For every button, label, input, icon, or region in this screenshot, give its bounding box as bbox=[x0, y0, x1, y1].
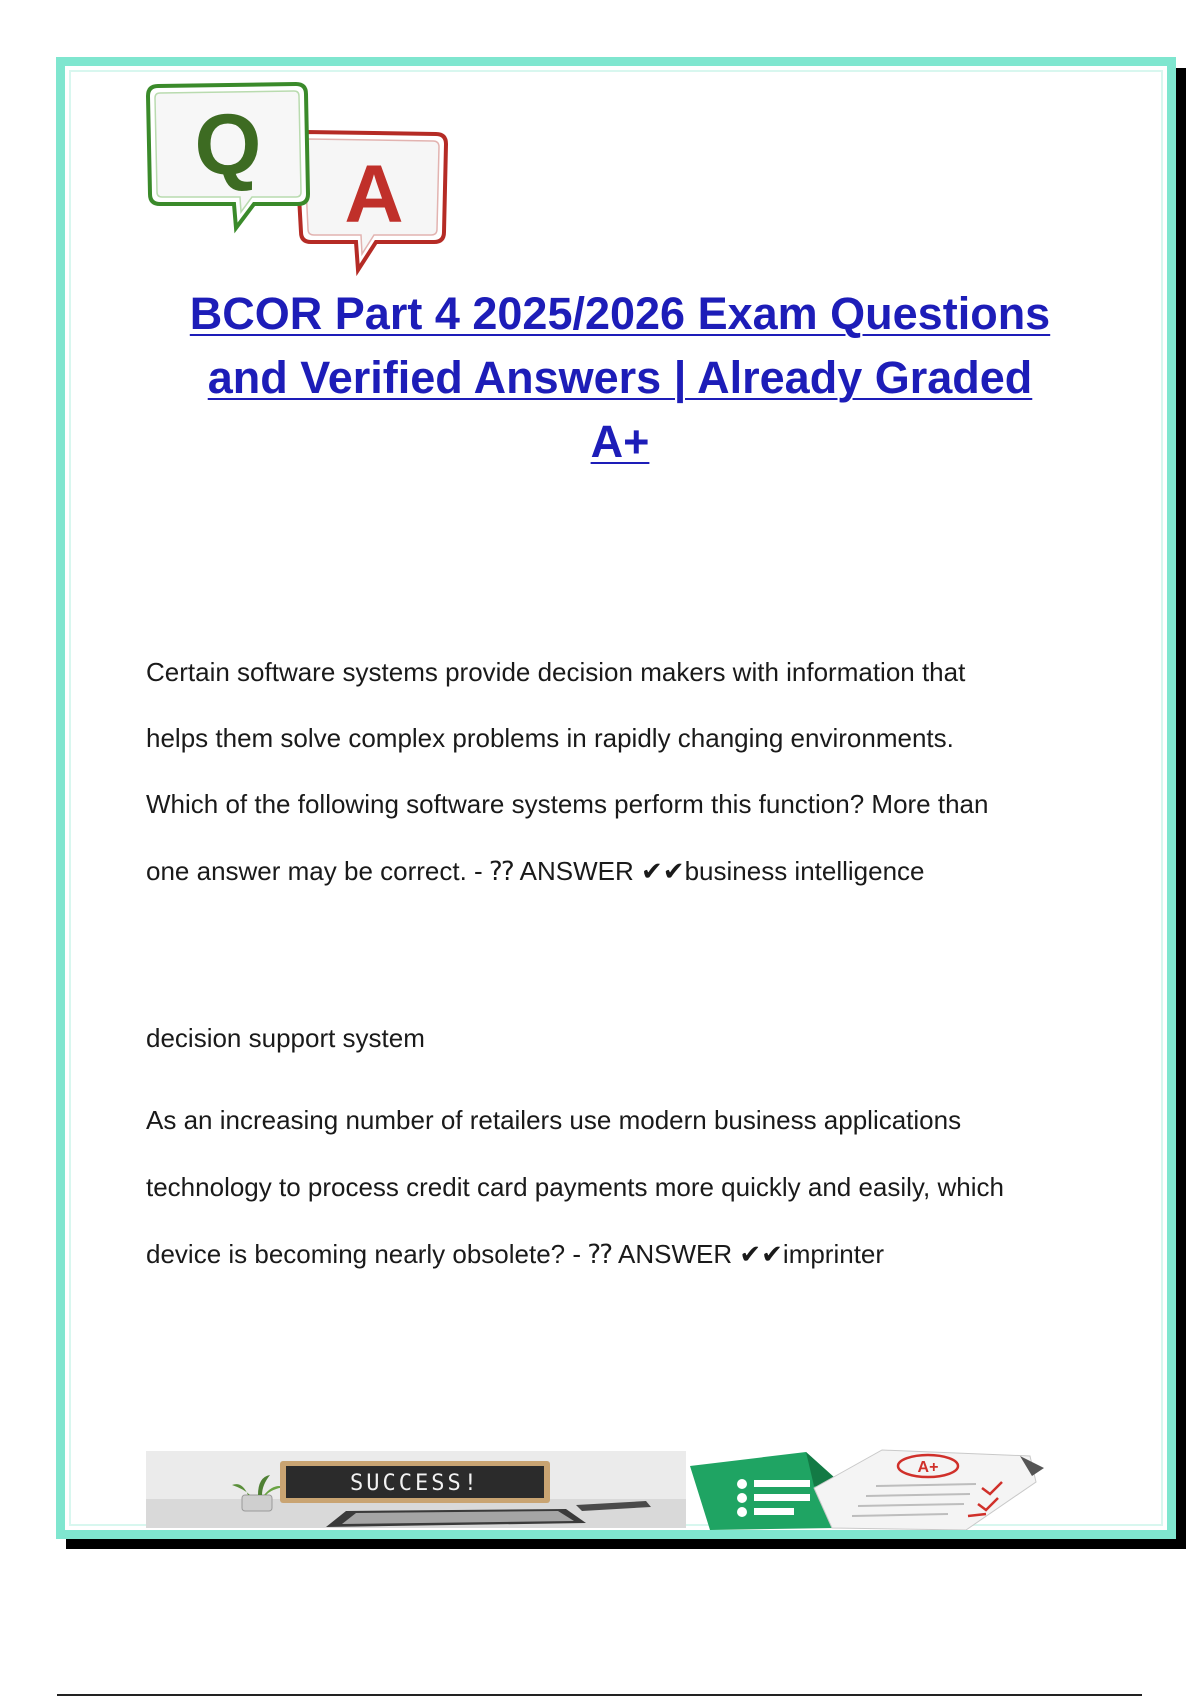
graded-paper-icon bbox=[814, 1450, 1044, 1530]
title-line-1: BCOR Part 4 2025/2026 Exam Questions bbox=[189, 288, 1051, 339]
graded-paper-image bbox=[686, 1448, 1066, 1530]
question-bubble-icon bbox=[148, 84, 308, 228]
question-2-line-2: technology to process credit card payments more quickly and easily, which bbox=[146, 1172, 1004, 1202]
question-1-line-2: helps them solve complex problems in rapidly changing environments. bbox=[146, 723, 954, 753]
grade-stamp-text: A+ bbox=[917, 1459, 939, 1476]
question-2-line-1: As an increasing number of retailers use modern business applications bbox=[146, 1105, 962, 1135]
question-1-line-3: Which of the following software systems perform this function? More than bbox=[146, 789, 989, 819]
question-2 bbox=[146, 1087, 1096, 1287]
title-line-3: A+ bbox=[590, 416, 650, 467]
logo-letter-q: Q bbox=[194, 97, 262, 193]
document-title bbox=[130, 282, 1110, 474]
success-banner-image bbox=[146, 1451, 686, 1528]
answer-bubble-icon bbox=[296, 132, 446, 270]
title-line-2: and Verified Answers | Already Graded bbox=[207, 352, 1033, 403]
success-sign-icon bbox=[146, 1451, 686, 1528]
qa-logo-icon bbox=[146, 82, 486, 282]
question-1-line-1: Certain software systems provide decision makers with information that bbox=[146, 657, 966, 687]
success-sign-text: SUCCESS! bbox=[350, 1471, 480, 1496]
question-1 bbox=[146, 639, 1096, 904]
page-bottom-rule bbox=[57, 1694, 1142, 1696]
question-1-answer-continued: decision support system bbox=[146, 1023, 425, 1053]
question-1-line-4: one answer may be correct. - ⁇ ANSWER ✔✔business intelligence bbox=[146, 856, 925, 886]
logo-letter-a: A bbox=[344, 149, 404, 240]
question-2-line-3: device is becoming nearly obsolete? - ⁇ ANSWER ✔✔imprinter bbox=[146, 1239, 885, 1269]
